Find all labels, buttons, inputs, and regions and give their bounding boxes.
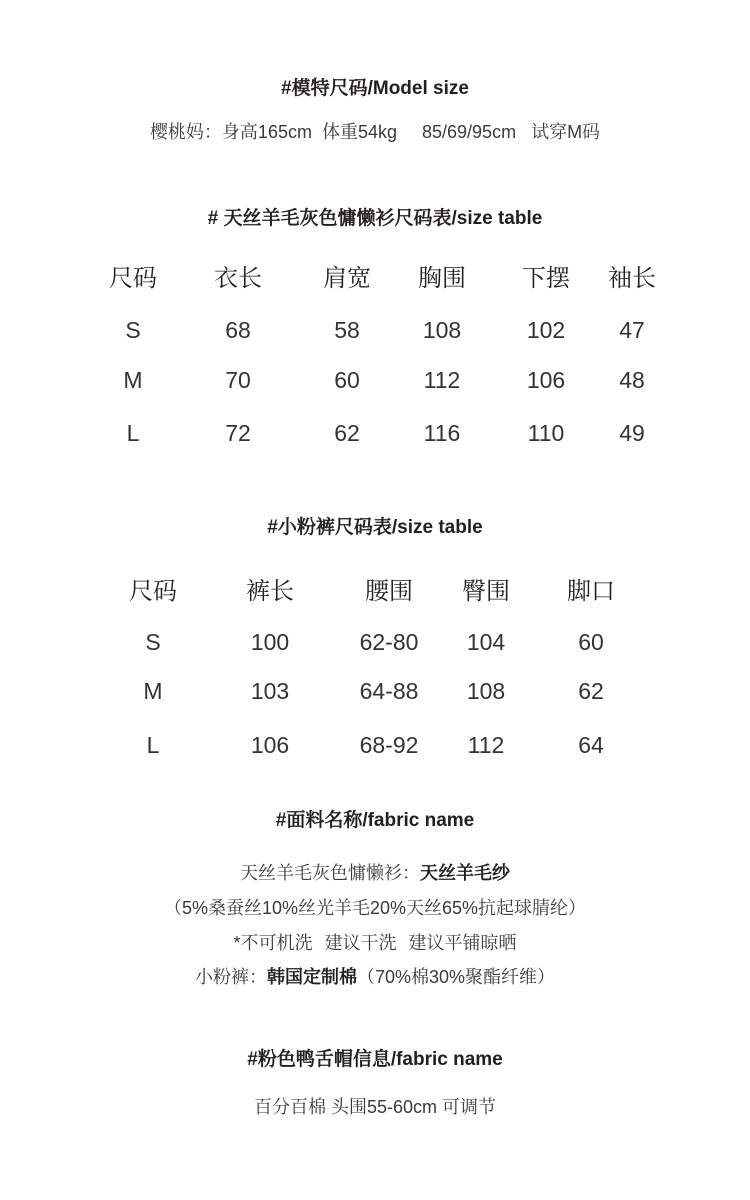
column-header-waist: 腰围	[365, 578, 413, 605]
table-row	[0, 674, 750, 708]
table-cell: 62	[578, 678, 604, 704]
table-row	[0, 416, 750, 450]
table-cell: 68-92	[359, 732, 419, 758]
table-cell: 104	[466, 629, 506, 655]
table-row	[0, 313, 750, 347]
table-cell: S	[125, 317, 141, 343]
table-cell: 112	[423, 367, 461, 393]
column-header-size: 尺码	[109, 265, 157, 292]
fabric-pants-composition: （70%棉30%聚酯纤维）	[356, 967, 556, 987]
column-header-chest: 胸围	[418, 265, 466, 292]
table-cell: M	[123, 367, 143, 393]
column-header-hem: 下摆	[522, 265, 570, 292]
table-cell: 60	[334, 367, 360, 393]
table-cell: 106	[526, 367, 566, 393]
column-header-shoulder: 肩宽	[323, 265, 371, 292]
model-size-line: 樱桃妈：身高165cm 体重54kg 85/69/95cm 试穿M码	[149, 122, 601, 142]
column-header-length: 衣长	[214, 265, 262, 292]
pants-table-header-row	[0, 575, 750, 609]
table-row	[0, 728, 750, 762]
fabric-composition-line: （5%桑蚕丝10%丝光羊毛20%天丝65%抗起球腈纶）	[163, 898, 587, 918]
table-cell: 108	[466, 678, 506, 704]
pants-size-table-heading: #小粉裤尺码表/size table	[267, 517, 483, 538]
fabric-pants-label: 小粉裤：	[194, 967, 267, 987]
table-cell: 102	[526, 317, 566, 343]
table-cell: 60	[578, 629, 604, 655]
table-cell: M	[143, 678, 163, 704]
table-cell: 49	[619, 420, 645, 446]
fabric-top-line	[0, 859, 750, 885]
top-size-table-heading: # 天丝羊毛灰色慵懒衫尺码表/size table	[207, 208, 543, 229]
column-header-pants-length: 裤长	[246, 578, 294, 605]
hat-info-heading: #粉色鸭舌帽信息/fabric name	[247, 1049, 503, 1070]
table-cell: 70	[225, 367, 251, 393]
fabric-heading: #面料名称/fabric name	[275, 810, 475, 831]
column-header-sleeve: 袖长	[608, 265, 656, 292]
table-cell: 47	[619, 317, 645, 343]
fabric-care-line	[0, 929, 750, 955]
table-cell: 48	[619, 367, 645, 393]
table-cell: L	[126, 420, 140, 446]
table-cell: L	[146, 732, 160, 758]
care-instruction: 建议平铺晾晒	[408, 933, 517, 953]
table-row	[0, 625, 750, 659]
table-cell: 62-80	[359, 629, 419, 655]
table-cell: 116	[423, 420, 461, 446]
table-cell: 108	[422, 317, 462, 343]
table-cell: 68	[225, 317, 251, 343]
table-cell: 58	[334, 317, 360, 343]
hat-info-line: 百分百棉 头围55-60cm 可调节	[253, 1097, 497, 1117]
table-cell: 62	[334, 420, 360, 446]
fabric-top-value: 天丝羊毛纱	[420, 863, 510, 883]
table-row	[0, 363, 750, 397]
top-table-header-row	[0, 262, 750, 296]
model-size-heading: #模特尺码/Model size	[281, 78, 469, 99]
fabric-top-label: 天丝羊毛灰色慵懒衫：	[240, 863, 420, 883]
table-cell: S	[145, 629, 161, 655]
fabric-pants-line	[0, 963, 750, 989]
table-cell: 100	[250, 629, 290, 655]
care-instruction: *不可机洗	[233, 933, 313, 953]
column-header-leg-opening: 脚口	[567, 578, 615, 605]
table-cell: 72	[225, 420, 251, 446]
care-instruction: 建议干洗	[324, 933, 397, 953]
column-header-hip: 臀围	[462, 578, 510, 605]
table-cell: 110	[527, 420, 565, 446]
column-header-size: 尺码	[129, 578, 177, 605]
fabric-pants-value: 韩国定制棉	[266, 967, 357, 987]
table-cell: 106	[250, 732, 290, 758]
table-cell: 112	[467, 732, 505, 758]
table-cell: 64	[578, 732, 604, 758]
table-cell: 103	[250, 678, 290, 704]
table-cell: 64-88	[359, 678, 419, 704]
